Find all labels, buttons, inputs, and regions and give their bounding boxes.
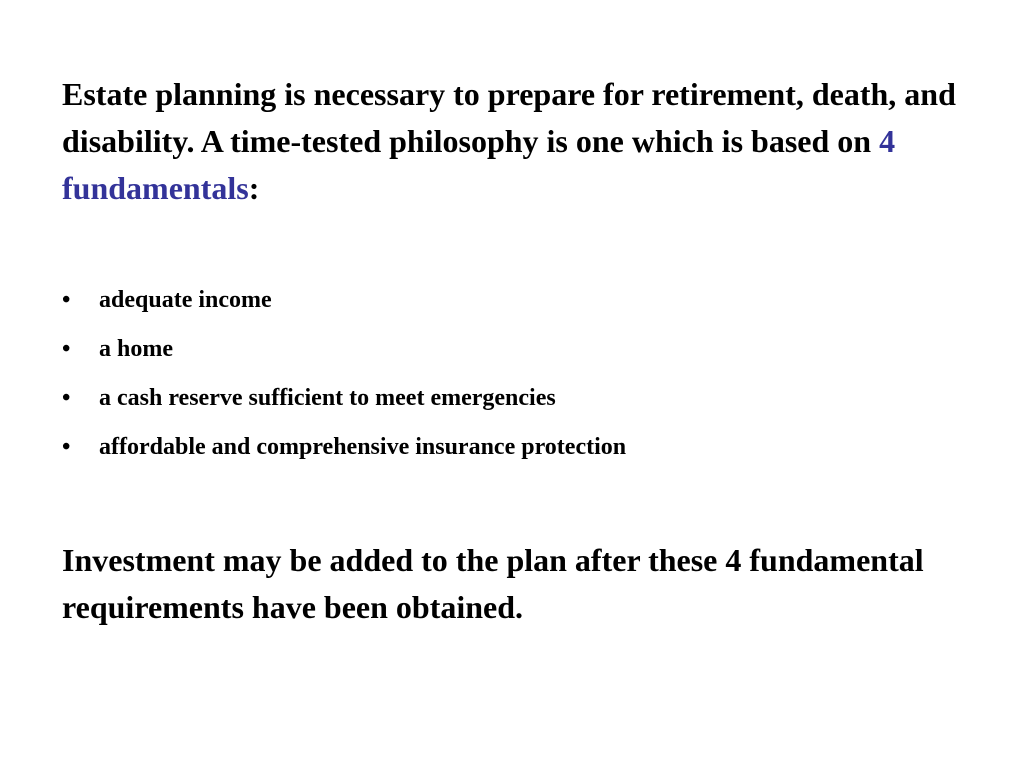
list-item	[62, 427, 962, 476]
list-item	[62, 329, 962, 378]
list-item-label: adequate income	[99, 287, 272, 313]
intro-text: Estate planning is necessary to prepare for retirement, death, and disability. A time-tested philosophy is one which is based on	[62, 76, 956, 159]
list-item-label: a home	[99, 336, 173, 362]
list-item	[62, 378, 962, 427]
list-item-label: a cash reserve sufficient to meet emergencies	[99, 385, 556, 411]
list-item-label: affordable and comprehensive insurance protection	[99, 434, 627, 460]
intro-paragraph	[62, 71, 962, 212]
bullet-icon: •	[62, 287, 71, 313]
fundamentals-highlight: 4 fundamentals	[62, 123, 896, 206]
list-item	[62, 280, 962, 329]
fundamentals-list	[62, 280, 962, 476]
conclusion-paragraph: Investment may be added to the plan after these 4 fundamental requirements have been obtained.	[62, 542, 924, 625]
bullet-icon: •	[62, 336, 71, 362]
bullet-icon: •	[62, 385, 71, 411]
intro-colon: :	[248, 170, 260, 206]
bullet-icon: •	[62, 434, 71, 460]
